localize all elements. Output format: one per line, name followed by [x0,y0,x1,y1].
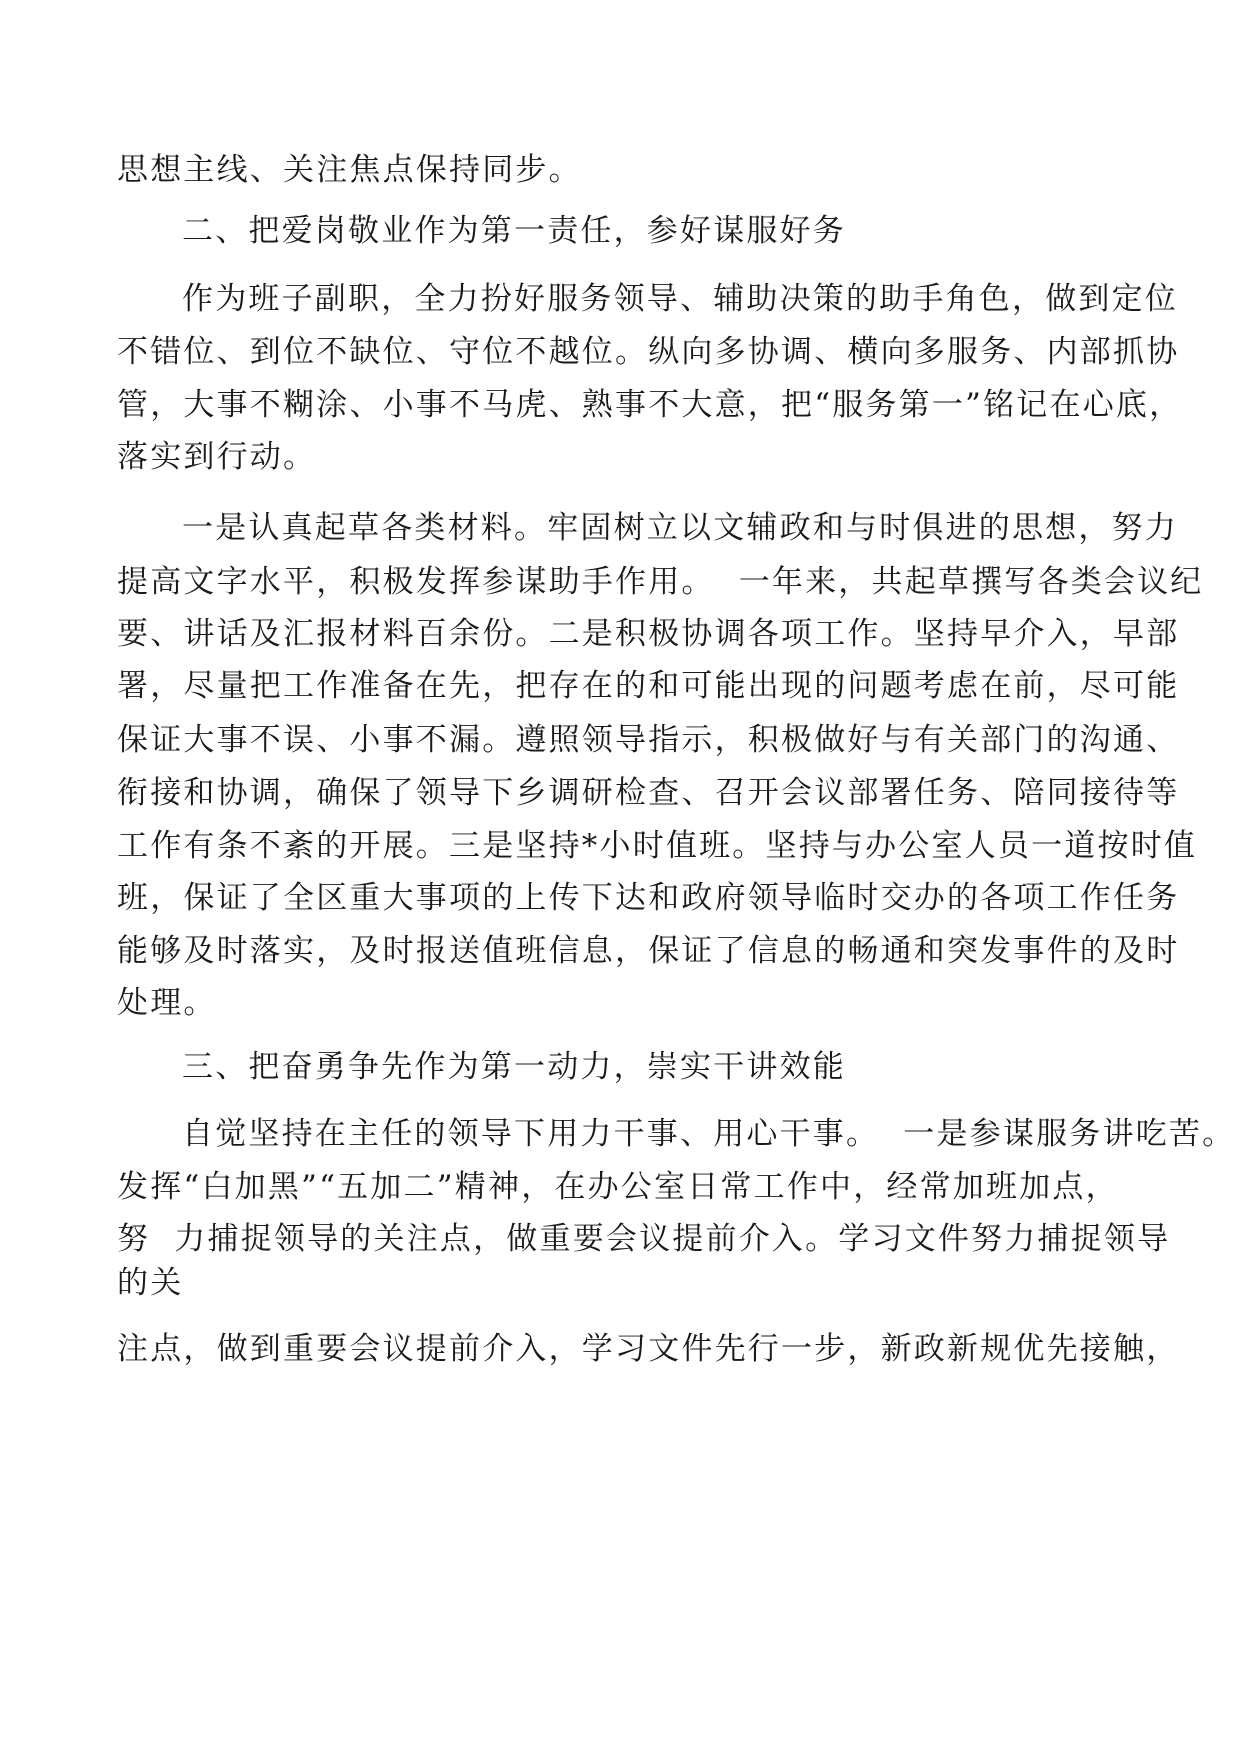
paragraph-line: 要、讲话及汇报材料百余份。二是积极协调各项工作。坚持早介入，早部 [117,616,1180,652]
paragraph-line: 署，尽量把工作准备在先，把存在的和可能出现的问题考虑在前，尽可能 [117,668,1180,704]
paragraph-line: 努 力捕捉领导的关注点，做重要会议提前介入。学习文件努力捕捉领导 [117,1221,1171,1257]
paragraph-line: 工作有条不紊的开展。三是坚持*小时值班。坚持与办公室人员一道按时值 [117,828,1198,864]
paragraph-line: 作为班子副职，全力扮好服务领导、辅助决策的助手角色，做到定位 [182,281,1178,317]
paragraph-line: 不错位、到位不缺位、守位不越位。纵向多协调、横向多服务、内部抓协 [117,334,1180,370]
paragraph-line: 落实到行动。 [117,439,317,475]
paragraph-line: 处理。 [117,985,217,1021]
paragraph-line: 自觉坚持在主任的领导下用力干事、用心干事。 一是参谋服务讲吃苦。 [182,1116,1236,1152]
paragraph-line: 衔接和协调，确保了领导下乡调研检查、召开会议部署任务、陪同接待等 [117,775,1180,811]
paragraph-line: 发挥“白加黑”“五加二”精神，在办公室日常工作中，经常加班加点， [117,1169,1119,1205]
paragraph-line: 管，大事不糊涂、小事不马虎、熟事不大意，把“服务第一”铭记在心底， [117,387,1183,423]
paragraph-line: 保证大事不误、小事不漏。遵照领导指示，积极做好与有关部门的沟通、 [117,722,1180,758]
paragraph-line: 提高文字水平，积极发挥参谋助手作用。 一年来，共起草撰写各类会议纪 [117,564,1204,600]
paragraph-line: 注点，做到重要会议提前介入，学习文件先行一步，新政新规优先接触， [117,1331,1180,1367]
paragraph-line: 能够及时落实，及时报送值班信息，保证了信息的畅通和突发事件的及时 [117,933,1180,969]
paragraph-line: 一是认真起草各类材料。牢固树立以文辅政和与时俱进的思想，努力 [182,510,1178,546]
paragraph-line: 的关 [117,1265,184,1301]
paragraph-line: 思想主线、关注焦点保持同步。 [117,152,582,188]
paragraph-line: 班，保证了全区重大事项的上传下达和政府领导临时交办的各项工作任务 [117,880,1180,916]
section-heading: 三、把奋勇争先作为第一动力，崇实干讲效能 [182,1049,846,1085]
section-heading: 二、把爱岗敬业作为第一责任，参好谋服好务 [182,213,846,249]
